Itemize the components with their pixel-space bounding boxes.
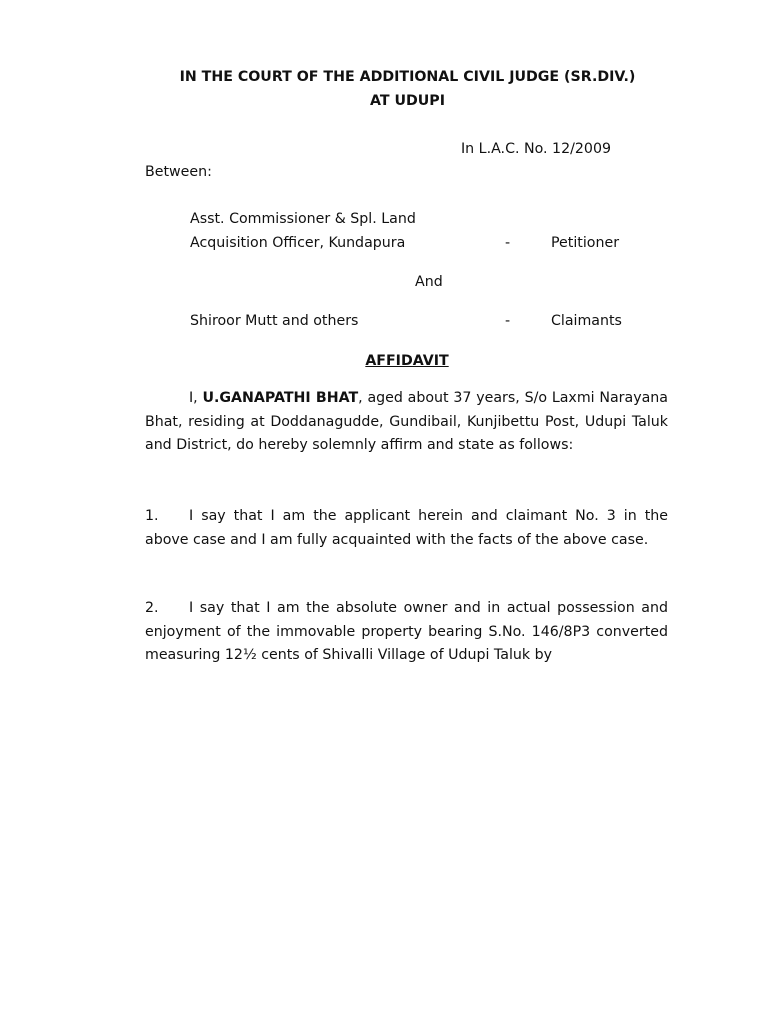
- paragraph-text: I say that I am the applicant herein and claimant No. 3 in the above case and I am fully acquainted with the facts of the above case.: [145, 508, 668, 548]
- intro-prefix: I,: [189, 390, 203, 406]
- and-label: And: [415, 274, 443, 290]
- paragraph-1: [145, 505, 668, 552]
- intro-text: , aged about 37 years, S/o Laxmi Narayana Bhat, residing at Doddanagudde, Gundibail, Kunjibettu Post, Udupi Taluk and District, do hereby solemnly affirm and state as follows:: [145, 390, 668, 453]
- petitioner-line-2: Acquisition Officer, Kundapura: [190, 235, 406, 251]
- between-label: Between:: [145, 164, 212, 180]
- paragraph-number: 2.: [145, 600, 159, 616]
- paragraph-text: I say that I am the absolute owner and in actual possession and enjoyment of the immovable property bearing S.No. 146/8P3 converted measuring 12½ cents of Shivalli Village of Udupi Taluk by: [145, 600, 668, 663]
- case-number: In L.A.C. No. 12/2009: [461, 141, 611, 157]
- intro-paragraph: [145, 387, 668, 458]
- affidavit-heading: AFFIDAVIT: [365, 353, 449, 369]
- petitioner-role: Petitioner: [551, 235, 620, 251]
- petitioner-line-1: Asst. Commissioner & Spl. Land: [190, 211, 416, 227]
- court-title: IN THE COURT OF THE ADDITIONAL CIVIL JUDGE (SR.DIV.): [179, 69, 636, 85]
- court-place: AT UDUPI: [370, 93, 445, 109]
- claimants-dash: -: [505, 313, 511, 329]
- deponent-name: U.GANAPATHI BHAT: [202, 390, 359, 406]
- claimants-name: Shiroor Mutt and others: [190, 313, 359, 329]
- claimants-role: Claimants: [551, 313, 622, 329]
- paragraph-2: [145, 597, 668, 668]
- petitioner-dash: -: [505, 235, 511, 251]
- paragraph-number: 1.: [145, 508, 159, 524]
